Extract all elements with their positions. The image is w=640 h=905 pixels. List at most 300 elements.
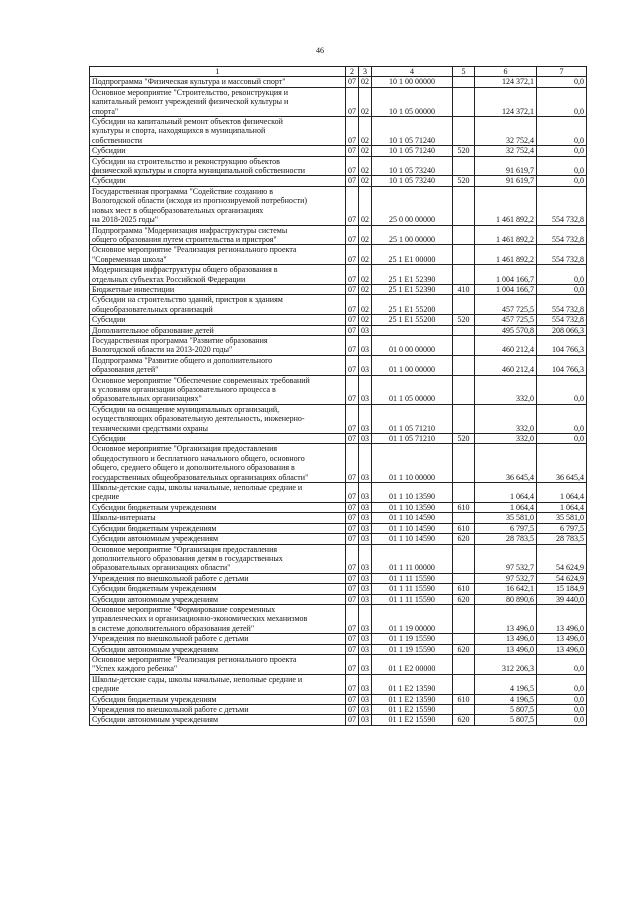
item-name-cell: Учреждения по внешкольной работе с детьми bbox=[90, 705, 346, 715]
section-code-cell: 07 bbox=[346, 117, 359, 146]
expense-type-cell: 610 bbox=[453, 523, 475, 533]
target-article-cell: 01 1 10 00000 bbox=[372, 444, 453, 483]
section-code-cell: 07 bbox=[346, 544, 359, 573]
expense-type-cell bbox=[453, 705, 475, 715]
subsection-code-cell: 03 bbox=[359, 634, 372, 644]
expense-type-cell bbox=[453, 117, 475, 146]
subsection-code-cell: 02 bbox=[359, 87, 372, 116]
expense-type-cell: 610 bbox=[453, 694, 475, 704]
item-name-cell: Субсидии bbox=[90, 146, 346, 156]
table-row bbox=[90, 315, 587, 325]
expense-type-cell: 410 bbox=[453, 284, 475, 294]
amount-cell-2: 0,0 bbox=[537, 146, 587, 156]
expense-type-cell: 520 bbox=[453, 146, 475, 156]
subsection-code-cell: 02 bbox=[359, 315, 372, 325]
item-name-cell: Субсидии бюджетным учреждениям bbox=[90, 523, 346, 533]
amount-cell-2: 28 783,5 bbox=[537, 534, 587, 544]
section-code-cell: 07 bbox=[346, 694, 359, 704]
section-code-cell: 07 bbox=[346, 483, 359, 503]
expense-type-cell bbox=[453, 513, 475, 523]
header-cell: 2 bbox=[346, 67, 359, 77]
amount-cell-2: 0,0 bbox=[537, 77, 587, 87]
section-code-cell: 07 bbox=[346, 513, 359, 523]
expense-type-cell: 620 bbox=[453, 594, 475, 604]
amount-cell-2: 0,0 bbox=[537, 265, 587, 285]
amount-cell: 332,0 bbox=[475, 404, 537, 433]
section-code-cell: 07 bbox=[346, 186, 359, 225]
amount-cell: 5 807,5 bbox=[475, 705, 537, 715]
amount-cell-2: 54 624,9 bbox=[537, 544, 587, 573]
expense-type-cell: 520 bbox=[453, 434, 475, 444]
amount-cell: 312 206,3 bbox=[475, 654, 537, 674]
header-cell: 1 bbox=[90, 67, 346, 77]
amount-cell: 80 890,6 bbox=[475, 594, 537, 604]
subsection-code-cell: 03 bbox=[359, 644, 372, 654]
table-row bbox=[90, 594, 587, 604]
amount-cell: 32 752,4 bbox=[475, 117, 537, 146]
section-code-cell: 07 bbox=[346, 715, 359, 725]
subsection-code-cell: 03 bbox=[359, 325, 372, 335]
target-article-cell: 25 1 E1 52390 bbox=[372, 284, 453, 294]
table-row bbox=[90, 604, 587, 633]
amount-cell: 332,0 bbox=[475, 434, 537, 444]
item-name-cell: Субсидии автономным учреждениям bbox=[90, 594, 346, 604]
subsection-code-cell: 02 bbox=[359, 77, 372, 87]
amount-cell: 36 645,4 bbox=[475, 444, 537, 483]
table-row bbox=[90, 176, 587, 186]
expense-type-cell bbox=[453, 604, 475, 633]
amount-cell: 97 532,7 bbox=[475, 573, 537, 583]
section-code-cell: 07 bbox=[346, 176, 359, 186]
amount-cell: 457 725,5 bbox=[475, 295, 537, 315]
item-name-cell: Учреждения по внешкольной работе с детьми bbox=[90, 634, 346, 644]
header-cell: 6 bbox=[475, 67, 537, 77]
table-row bbox=[90, 375, 587, 404]
section-code-cell: 07 bbox=[346, 265, 359, 285]
item-name-cell: Основное мероприятие "Реализация регионального проекта "Успех каждого ребенка" bbox=[90, 654, 346, 674]
target-article-cell: 10 1 05 71240 bbox=[372, 146, 453, 156]
table-row bbox=[90, 325, 587, 335]
item-name-cell: Основное мероприятие "Обеспечение современных требований к условиям организации образовательного процесса в образовательных организациях" bbox=[90, 375, 346, 404]
expense-type-cell: 620 bbox=[453, 644, 475, 654]
item-name-cell: Субсидии bbox=[90, 434, 346, 444]
target-article-cell: 01 1 E2 00000 bbox=[372, 654, 453, 674]
expense-type-cell bbox=[453, 654, 475, 674]
target-article-cell: 01 1 10 14590 bbox=[372, 534, 453, 544]
table-row bbox=[90, 117, 587, 146]
amount-cell: 4 196,5 bbox=[475, 674, 537, 694]
target-article-cell: 01 1 19 15590 bbox=[372, 644, 453, 654]
section-code-cell: 07 bbox=[346, 284, 359, 294]
expense-type-cell: 620 bbox=[453, 534, 475, 544]
table-row bbox=[90, 715, 587, 725]
table-row bbox=[90, 674, 587, 694]
expense-type-cell: 620 bbox=[453, 715, 475, 725]
subsection-code-cell: 02 bbox=[359, 146, 372, 156]
target-article-cell: 01 1 E2 13590 bbox=[372, 694, 453, 704]
section-code-cell: 07 bbox=[346, 245, 359, 265]
table-row bbox=[90, 534, 587, 544]
subsection-code-cell: 03 bbox=[359, 444, 372, 483]
target-article-cell: 01 1 11 15590 bbox=[372, 594, 453, 604]
subsection-code-cell: 03 bbox=[359, 483, 372, 503]
subsection-code-cell: 02 bbox=[359, 245, 372, 265]
subsection-code-cell: 03 bbox=[359, 434, 372, 444]
target-article-cell: 01 1 05 00000 bbox=[372, 375, 453, 404]
table-row bbox=[90, 644, 587, 654]
amount-cell-2: 0,0 bbox=[537, 117, 587, 146]
expense-type-cell: 520 bbox=[453, 176, 475, 186]
subsection-code-cell: 03 bbox=[359, 534, 372, 544]
target-article-cell: 01 1 00 00000 bbox=[372, 355, 453, 375]
amount-cell-2: 0,0 bbox=[537, 705, 587, 715]
amount-cell-2: 6 797,5 bbox=[537, 523, 587, 533]
amount-cell-2: 208 066,3 bbox=[537, 325, 587, 335]
subsection-code-cell: 02 bbox=[359, 156, 372, 176]
target-article-cell: 01 1 E2 15590 bbox=[372, 715, 453, 725]
item-name-cell: Подпрограмма "Развитие общего и дополнительного образования детей" bbox=[90, 355, 346, 375]
target-article-cell: 10 1 00 00000 bbox=[372, 77, 453, 87]
page-number: 46 bbox=[316, 46, 324, 55]
amount-cell-2: 13 496,0 bbox=[537, 604, 587, 633]
table-row bbox=[90, 355, 587, 375]
amount-cell-2: 54 624,9 bbox=[537, 573, 587, 583]
subsection-code-cell: 02 bbox=[359, 117, 372, 146]
expense-type-cell bbox=[453, 265, 475, 285]
amount-cell: 35 581,0 bbox=[475, 513, 537, 523]
header-cell: 7 bbox=[537, 67, 587, 77]
target-article-cell: 01 1 19 15590 bbox=[372, 634, 453, 644]
expense-type-cell bbox=[453, 186, 475, 225]
expense-type-cell bbox=[453, 325, 475, 335]
table-header-row bbox=[90, 67, 587, 77]
section-code-cell: 07 bbox=[346, 325, 359, 335]
target-article-cell: 25 1 E1 52390 bbox=[372, 265, 453, 285]
target-article-cell: 01 1 10 14590 bbox=[372, 513, 453, 523]
target-article-cell: 01 0 00 00000 bbox=[372, 335, 453, 355]
amount-cell: 16 642,1 bbox=[475, 584, 537, 594]
amount-cell-2: 554 732,8 bbox=[537, 315, 587, 325]
amount-cell: 460 212,4 bbox=[475, 335, 537, 355]
amount-cell: 124 372,1 bbox=[475, 77, 537, 87]
amount-cell-2: 104 766,3 bbox=[537, 335, 587, 355]
subsection-code-cell: 03 bbox=[359, 523, 372, 533]
section-code-cell: 07 bbox=[346, 315, 359, 325]
amount-cell: 460 212,4 bbox=[475, 355, 537, 375]
item-name-cell: Учреждения по внешкольной работе с детьми bbox=[90, 573, 346, 583]
amount-cell-2: 0,0 bbox=[537, 654, 587, 674]
section-code-cell: 07 bbox=[346, 523, 359, 533]
item-name-cell: Основное мероприятие "Организация предоставления общедоступного и бесплатного начального общего, основного общего, среднего общего и дополнительного образования в государственных общеобразовательных организациях области" bbox=[90, 444, 346, 483]
subsection-code-cell: 03 bbox=[359, 513, 372, 523]
target-article-cell: 25 1 E1 55200 bbox=[372, 295, 453, 315]
item-name-cell: Основное мероприятие "Формирование современных управленческих и организационно-экономических механизмов в системе дополнительного образования детей" bbox=[90, 604, 346, 633]
item-name-cell: Дополнительное образование детей bbox=[90, 325, 346, 335]
header-cell: 5 bbox=[453, 67, 475, 77]
subsection-code-cell: 02 bbox=[359, 225, 372, 245]
item-name-cell: Субсидии на капитальный ремонт объектов физической культуры и спорта, находящихся в муниципальной собственности bbox=[90, 117, 346, 146]
amount-cell-2: 554 732,8 bbox=[537, 245, 587, 265]
target-article-cell: 10 1 05 71240 bbox=[372, 117, 453, 146]
amount-cell-2: 0,0 bbox=[537, 715, 587, 725]
target-article-cell: 10 1 05 00000 bbox=[372, 87, 453, 116]
item-name-cell: Субсидии автономным учреждениям bbox=[90, 644, 346, 654]
target-article-cell: 01 1 11 15590 bbox=[372, 573, 453, 583]
expense-type-cell: 610 bbox=[453, 584, 475, 594]
amount-cell: 1 461 892,2 bbox=[475, 186, 537, 225]
expense-type-cell bbox=[453, 77, 475, 87]
section-code-cell: 07 bbox=[346, 87, 359, 116]
amount-cell-2: 0,0 bbox=[537, 284, 587, 294]
target-article-cell: 01 1 11 15590 bbox=[372, 584, 453, 594]
expense-type-cell bbox=[453, 245, 475, 265]
budget-table bbox=[89, 66, 587, 726]
header-cell: 4 bbox=[372, 67, 453, 77]
expense-type-cell bbox=[453, 225, 475, 245]
item-name-cell: Школы-интернаты bbox=[90, 513, 346, 523]
section-code-cell: 07 bbox=[346, 534, 359, 544]
amount-cell-2: 1 064,4 bbox=[537, 502, 587, 512]
table-row bbox=[90, 434, 587, 444]
target-article-cell: 01 1 10 13590 bbox=[372, 502, 453, 512]
subsection-code-cell: 03 bbox=[359, 573, 372, 583]
amount-cell-2: 0,0 bbox=[537, 156, 587, 176]
item-name-cell: Субсидии автономным учреждениям bbox=[90, 715, 346, 725]
table-row bbox=[90, 265, 587, 285]
subsection-code-cell: 03 bbox=[359, 544, 372, 573]
subsection-code-cell: 03 bbox=[359, 604, 372, 633]
item-name-cell: Подпрограмма "Модернизация инфраструктуры системы общего образования путем строительства и пристроя" bbox=[90, 225, 346, 245]
amount-cell-2: 554 732,8 bbox=[537, 295, 587, 315]
table-row bbox=[90, 513, 587, 523]
item-name-cell: Школы-детские сады, школы начальные, неполные средние и средние bbox=[90, 483, 346, 503]
amount-cell: 6 797,5 bbox=[475, 523, 537, 533]
amount-cell: 1 461 892,2 bbox=[475, 225, 537, 245]
table-row bbox=[90, 544, 587, 573]
amount-cell-2: 13 496,0 bbox=[537, 644, 587, 654]
table-row bbox=[90, 225, 587, 245]
subsection-code-cell: 03 bbox=[359, 502, 372, 512]
section-code-cell: 07 bbox=[346, 444, 359, 483]
target-article-cell bbox=[372, 325, 453, 335]
table-row bbox=[90, 502, 587, 512]
table-row bbox=[90, 156, 587, 176]
item-name-cell: Бюджетные инвестиции bbox=[90, 284, 346, 294]
amount-cell: 1 004 166,7 bbox=[475, 284, 537, 294]
item-name-cell: Субсидии бюджетным учреждениям bbox=[90, 502, 346, 512]
table-row bbox=[90, 654, 587, 674]
item-name-cell: Государственная программа "Содействие созданию в Вологодской области (исходя из прогнозируемой потребности) новых мест в общеобразовательных организациях на 2018-2025 годы" bbox=[90, 186, 346, 225]
target-article-cell: 25 1 00 00000 bbox=[372, 225, 453, 245]
amount-cell-2: 39 440,0 bbox=[537, 594, 587, 604]
amount-cell: 28 783,5 bbox=[475, 534, 537, 544]
amount-cell-2: 35 581,0 bbox=[537, 513, 587, 523]
expense-type-cell bbox=[453, 544, 475, 573]
section-code-cell: 07 bbox=[346, 573, 359, 583]
amount-cell-2: 15 184,9 bbox=[537, 584, 587, 594]
target-article-cell: 01 1 10 14590 bbox=[372, 523, 453, 533]
amount-cell-2: 554 732,8 bbox=[537, 186, 587, 225]
header-cell: 3 bbox=[359, 67, 372, 77]
subsection-code-cell: 03 bbox=[359, 584, 372, 594]
expense-type-cell: 520 bbox=[453, 315, 475, 325]
subsection-code-cell: 03 bbox=[359, 715, 372, 725]
subsection-code-cell: 02 bbox=[359, 284, 372, 294]
section-code-cell: 07 bbox=[346, 634, 359, 644]
item-name-cell: Государственная программа "Развитие образования Вологодской области на 2013-2020 годы" bbox=[90, 335, 346, 355]
amount-cell-2: 0,0 bbox=[537, 87, 587, 116]
section-code-cell: 07 bbox=[346, 156, 359, 176]
amount-cell: 4 196,5 bbox=[475, 694, 537, 704]
expense-type-cell bbox=[453, 156, 475, 176]
target-article-cell: 01 1 19 00000 bbox=[372, 604, 453, 633]
amount-cell: 332,0 bbox=[475, 375, 537, 404]
subsection-code-cell: 02 bbox=[359, 295, 372, 315]
subsection-code-cell: 02 bbox=[359, 186, 372, 225]
table-row bbox=[90, 523, 587, 533]
expense-type-cell bbox=[453, 444, 475, 483]
amount-cell: 124 372,1 bbox=[475, 87, 537, 116]
table-row bbox=[90, 284, 587, 294]
amount-cell: 495 570,8 bbox=[475, 325, 537, 335]
expense-type-cell bbox=[453, 483, 475, 503]
section-code-cell: 07 bbox=[346, 225, 359, 245]
section-code-cell: 07 bbox=[346, 502, 359, 512]
item-name-cell: Основное мероприятие "Строительство, реконструкция и капитальный ремонт учреждений физической культуры и спорта" bbox=[90, 87, 346, 116]
section-code-cell: 07 bbox=[346, 604, 359, 633]
amount-cell: 91 619,7 bbox=[475, 176, 537, 186]
subsection-code-cell: 03 bbox=[359, 375, 372, 404]
section-code-cell: 07 bbox=[346, 705, 359, 715]
table-row bbox=[90, 444, 587, 483]
table-row bbox=[90, 573, 587, 583]
amount-cell: 13 496,0 bbox=[475, 634, 537, 644]
table-row bbox=[90, 87, 587, 116]
item-name-cell: Субсидии на оснащение муниципальных организаций, осуществляющих образовательную деятельность, инженерно- техническими средствами охраны bbox=[90, 404, 346, 433]
table-row bbox=[90, 186, 587, 225]
amount-cell: 1 064,4 bbox=[475, 483, 537, 503]
amount-cell-2: 13 496,0 bbox=[537, 634, 587, 644]
table-row bbox=[90, 404, 587, 433]
item-name-cell: Основное мероприятие "Организация предоставления дополнительного образования детям в государственных образовательных организациях области" bbox=[90, 544, 346, 573]
target-article-cell: 01 1 E2 13590 bbox=[372, 674, 453, 694]
item-name-cell: Субсидии на строительство и реконструкцию объектов физической культуры и спорта муниципальной собственности bbox=[90, 156, 346, 176]
target-article-cell: 01 1 05 71210 bbox=[372, 434, 453, 444]
amount-cell: 97 532,7 bbox=[475, 544, 537, 573]
table-row bbox=[90, 295, 587, 315]
amount-cell: 13 496,0 bbox=[475, 604, 537, 633]
section-code-cell: 07 bbox=[346, 594, 359, 604]
section-code-cell: 07 bbox=[346, 404, 359, 433]
target-article-cell: 01 1 05 71210 bbox=[372, 404, 453, 433]
table-row bbox=[90, 146, 587, 156]
expense-type-cell: 610 bbox=[453, 502, 475, 512]
table-row bbox=[90, 705, 587, 715]
section-code-cell: 07 bbox=[346, 644, 359, 654]
amount-cell-2: 36 645,4 bbox=[537, 444, 587, 483]
amount-cell-2: 0,0 bbox=[537, 674, 587, 694]
amount-cell: 1 461 892,2 bbox=[475, 245, 537, 265]
subsection-code-cell: 03 bbox=[359, 404, 372, 433]
item-name-cell: Субсидии бюджетным учреждениям bbox=[90, 694, 346, 704]
section-code-cell: 07 bbox=[346, 654, 359, 674]
item-name-cell: Субсидии автономным учреждениям bbox=[90, 534, 346, 544]
item-name-cell: Школы-детские сады, школы начальные, неполные средние и средние bbox=[90, 674, 346, 694]
subsection-code-cell: 03 bbox=[359, 674, 372, 694]
subsection-code-cell: 03 bbox=[359, 335, 372, 355]
amount-cell: 13 496,0 bbox=[475, 644, 537, 654]
table-row bbox=[90, 483, 587, 503]
amount-cell-2: 0,0 bbox=[537, 434, 587, 444]
section-code-cell: 07 bbox=[346, 335, 359, 355]
amount-cell-2: 554 732,8 bbox=[537, 225, 587, 245]
subsection-code-cell: 03 bbox=[359, 694, 372, 704]
amount-cell: 91 619,7 bbox=[475, 156, 537, 176]
amount-cell-2: 0,0 bbox=[537, 404, 587, 433]
expense-type-cell bbox=[453, 335, 475, 355]
item-name-cell: Субсидии bbox=[90, 176, 346, 186]
table-row bbox=[90, 584, 587, 594]
item-name-cell: Субсидии бюджетным учреждениям bbox=[90, 584, 346, 594]
target-article-cell: 01 1 10 13590 bbox=[372, 483, 453, 503]
section-code-cell: 07 bbox=[346, 375, 359, 404]
section-code-cell: 07 bbox=[346, 295, 359, 315]
subsection-code-cell: 03 bbox=[359, 654, 372, 674]
amount-cell: 32 752,4 bbox=[475, 146, 537, 156]
subsection-code-cell: 02 bbox=[359, 176, 372, 186]
section-code-cell: 07 bbox=[346, 146, 359, 156]
amount-cell-2: 0,0 bbox=[537, 694, 587, 704]
table-body bbox=[90, 67, 587, 726]
section-code-cell: 07 bbox=[346, 355, 359, 375]
subsection-code-cell: 03 bbox=[359, 594, 372, 604]
target-article-cell: 10 1 05 73240 bbox=[372, 176, 453, 186]
table-row bbox=[90, 77, 587, 87]
subsection-code-cell: 03 bbox=[359, 355, 372, 375]
expense-type-cell bbox=[453, 404, 475, 433]
expense-type-cell bbox=[453, 375, 475, 404]
subsection-code-cell: 02 bbox=[359, 265, 372, 285]
amount-cell-2: 1 064,4 bbox=[537, 483, 587, 503]
target-article-cell: 10 1 05 73240 bbox=[372, 156, 453, 176]
item-name-cell: Субсидии на строительство зданий, пристроя к зданиям общеобразовательных организаций bbox=[90, 295, 346, 315]
amount-cell: 1 004 166,7 bbox=[475, 265, 537, 285]
item-name-cell: Субсидии bbox=[90, 315, 346, 325]
amount-cell: 5 807,5 bbox=[475, 715, 537, 725]
amount-cell-2: 0,0 bbox=[537, 375, 587, 404]
table-row bbox=[90, 634, 587, 644]
target-article-cell: 25 1 E1 00000 bbox=[372, 245, 453, 265]
amount-cell: 457 725,5 bbox=[475, 315, 537, 325]
section-code-cell: 07 bbox=[346, 674, 359, 694]
amount-cell-2: 0,0 bbox=[537, 176, 587, 186]
target-article-cell: 01 1 E2 15590 bbox=[372, 705, 453, 715]
table-row bbox=[90, 335, 587, 355]
expense-type-cell bbox=[453, 295, 475, 315]
section-code-cell: 07 bbox=[346, 77, 359, 87]
item-name-cell: Модернизация инфраструктуры общего образования в отдельных субъектах Российской Федерации bbox=[90, 265, 346, 285]
expense-type-cell bbox=[453, 573, 475, 583]
section-code-cell: 07 bbox=[346, 584, 359, 594]
table-row bbox=[90, 245, 587, 265]
target-article-cell: 25 0 00 00000 bbox=[372, 186, 453, 225]
expense-type-cell bbox=[453, 674, 475, 694]
expense-type-cell bbox=[453, 355, 475, 375]
expense-type-cell bbox=[453, 87, 475, 116]
subsection-code-cell: 03 bbox=[359, 705, 372, 715]
target-article-cell: 01 1 11 00000 bbox=[372, 544, 453, 573]
item-name-cell: Основное мероприятие "Реализация регионального проекта "Современная школа" bbox=[90, 245, 346, 265]
